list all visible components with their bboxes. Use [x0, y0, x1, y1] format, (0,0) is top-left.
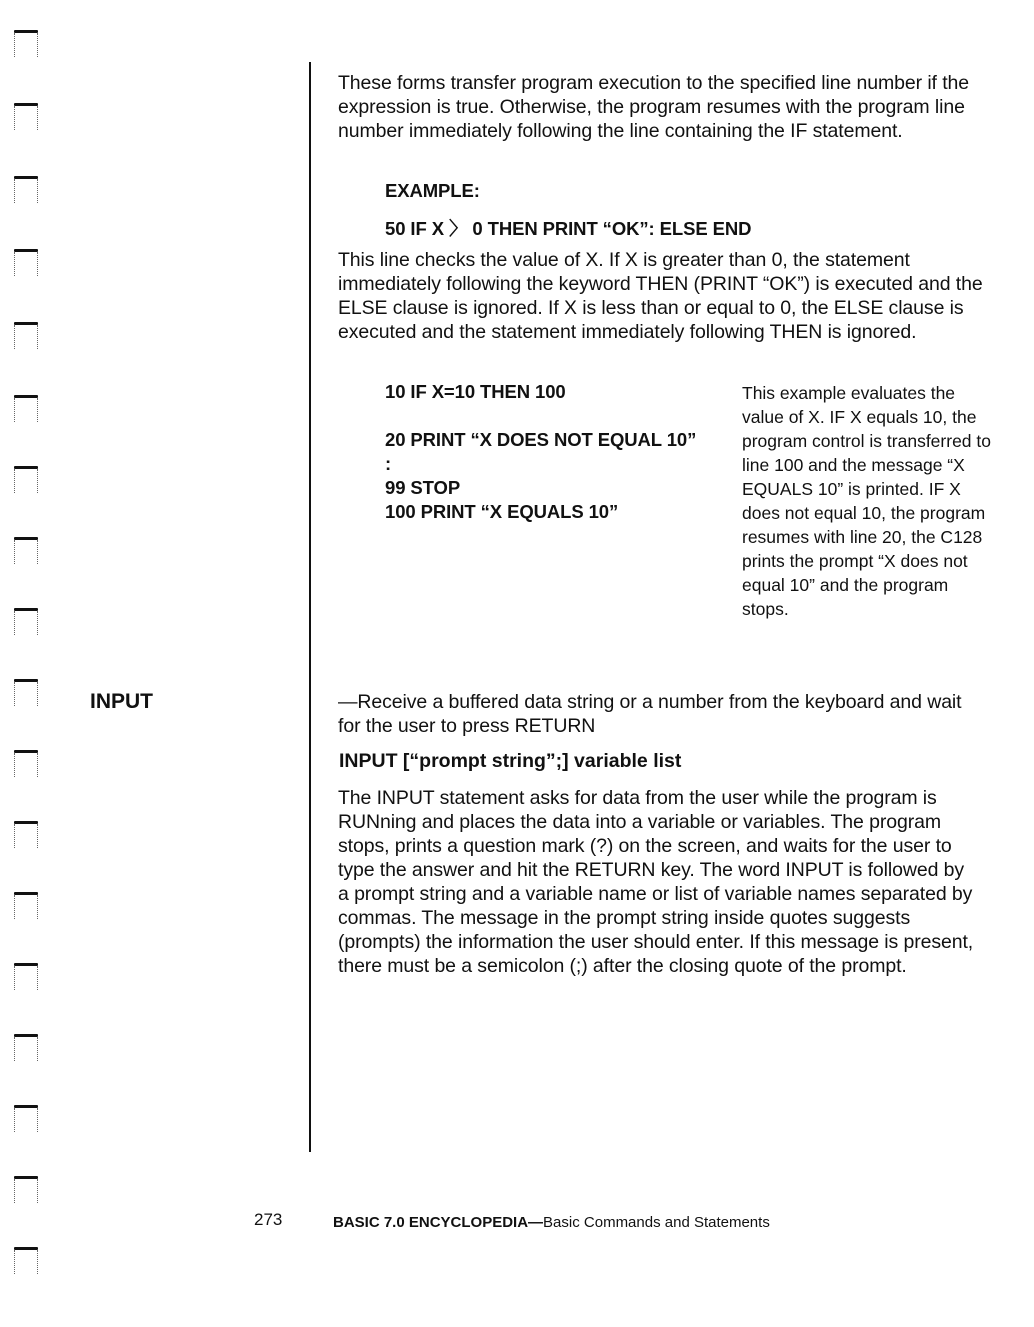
- binder-hole: [14, 103, 40, 133]
- binder-hole: [14, 821, 40, 851]
- code-line: 99 STOP: [385, 477, 461, 498]
- code-line: :: [385, 453, 392, 474]
- section-title: Basic Commands and Statements: [543, 1214, 770, 1231]
- binder-hole: [14, 892, 40, 922]
- binder-hole: [14, 466, 40, 496]
- explanation-paragraph: This line checks the value of X. If X is greater than 0, the statement immediately following the keyword THEN (PRINT “OK”) is executed and the ELSE clause is ignored. If X is less than or equal to 0, the ELSE clause is executed and the statement immediately following THEN is ignored.: [338, 249, 983, 343]
- binder-hole: [14, 750, 40, 780]
- binder-hole: [14, 1034, 40, 1064]
- binder-hole: [14, 30, 40, 60]
- command-summary: —Receive a buffered data string or a number from the keyboard and wait for the user to press RETURN: [338, 691, 962, 737]
- code-line: 100 PRINT “X EQUALS 10”: [385, 501, 619, 522]
- binder-hole: [14, 1176, 40, 1206]
- binder-hole: [14, 395, 40, 425]
- book-title: BASIC 7.0 ENCYCLOPEDIA—: [333, 1214, 544, 1231]
- code-line: 20 PRINT “X DOES NOT EQUAL 10”: [385, 429, 697, 450]
- binder-hole: [14, 608, 40, 638]
- code-line: 10 IF X=10 THEN 100: [385, 381, 566, 402]
- binder-hole: [14, 322, 40, 352]
- binder-hole: [14, 679, 40, 709]
- binder-hole: [14, 249, 40, 279]
- code-note: This example evaluates the value of X. IF X equals 10, the program control is transferred to line 100 and the message “X EQUALS 10” is printed. IF X does not equal 10, the program resumes with line 20, the C128 prints the prompt “X does not equal 10” and the program stops.: [742, 383, 991, 619]
- binder-hole: [14, 963, 40, 993]
- command-heading: INPUT: [90, 690, 153, 713]
- example-label: EXAMPLE:: [385, 180, 480, 201]
- binder-hole: [14, 1247, 40, 1277]
- example-code: 50 IF X 〉 0 THEN PRINT “OK”: ELSE END: [385, 218, 752, 239]
- binder-hole: [14, 176, 40, 206]
- command-description: The INPUT statement asks for data from the user while the program is RUNning and places the data into a variable or variables. The program stops, prints a question mark (?) on the screen, and waits for the user to type the answer and hit the RETURN key. The word INPUT is followed by a prompt string and a variable name or list of variable names separated by commas. The message in the prompt string inside quotes suggests (prompts) the information the user should enter. If this message is present, there must be a semicolon (;) after the closing quote of the prompt.: [338, 787, 974, 977]
- running-footer: [333, 1214, 770, 1231]
- binder-hole: [14, 1105, 40, 1135]
- binder-hole: [14, 537, 40, 567]
- command-syntax: INPUT [“prompt string”;] variable list: [339, 750, 682, 772]
- intro-paragraph: These forms transfer program execution to the specified line number if the expression is true. Otherwise, the program resumes with the program line number immediately following the line containing the IF statement.: [338, 72, 969, 142]
- column-divider: [309, 62, 311, 1152]
- page-number: 273: [254, 1210, 283, 1229]
